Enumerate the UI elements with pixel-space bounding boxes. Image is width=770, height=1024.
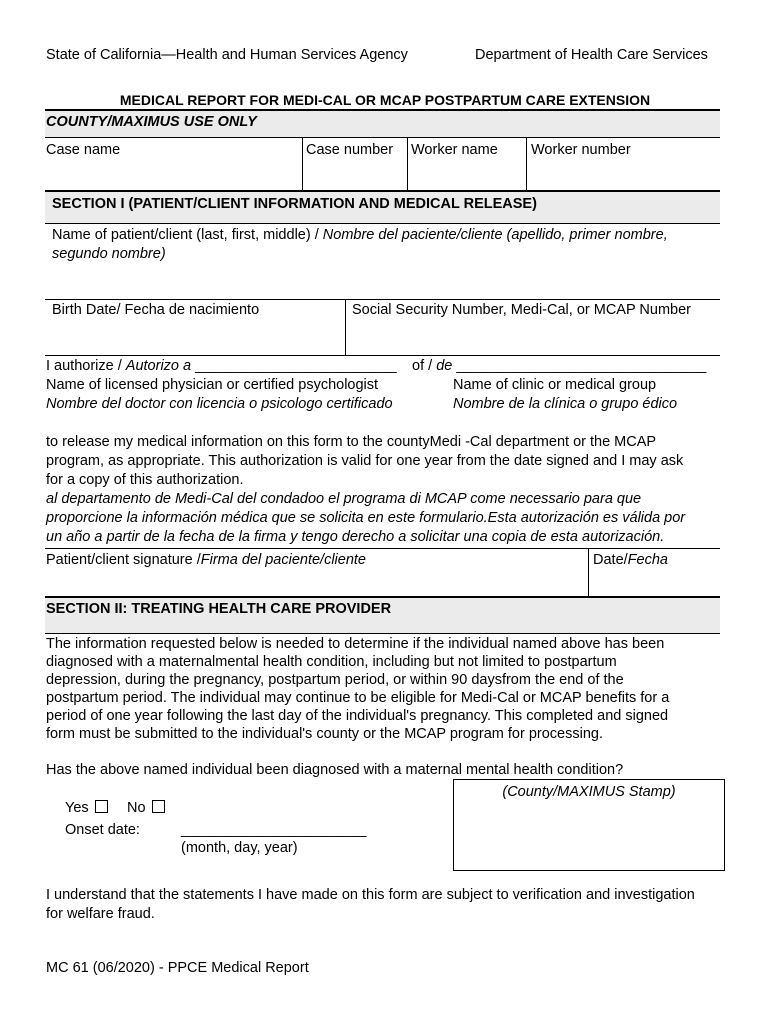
- clinic-label-es: Nombre de la clínica o grupo édico: [453, 396, 678, 412]
- divider: [45, 355, 720, 356]
- form-title: MEDICAL REPORT FOR MEDI-CAL OR MCAP POSTPARTUM CARE EXTENSION: [119, 92, 651, 108]
- divider: [588, 548, 589, 596]
- release-text-es: proporcione la información médica que se solicita en este formulario.Esta autorización es válida por: [46, 510, 686, 526]
- authorize-line: I authorize / Autorizo a _________________________: [46, 358, 397, 374]
- certification-text: I understand that the statements I have made on this form are subject to verification and investigation: [46, 887, 695, 903]
- section1-heading: SECTION I (PATIENT/CLIENT INFORMATION AND MEDICAL RELEASE): [52, 196, 537, 212]
- section2-info: form must be submitted to the individual's county or the MCAP program for processing.: [46, 726, 603, 742]
- onset-date-label: Onset date:: [65, 822, 140, 838]
- divider: [45, 223, 720, 224]
- yes-option[interactable]: Yes: [65, 800, 108, 816]
- department-header: Department of Health Care Services: [475, 47, 708, 63]
- county-use-label: COUNTY/MAXIMUS USE ONLY: [46, 114, 257, 130]
- release-text: to release my medical information on this form to the countyMedi -Cal department or the MCAP: [46, 434, 657, 450]
- clinic-label: Name of clinic or medical group: [453, 377, 657, 393]
- patient-name-label-cont: segundo nombre): [52, 246, 166, 262]
- form-id-footer: MC 61 (06/2020) - PPCE Medical Report: [46, 960, 309, 976]
- release-text-es: un año a partir de la fecha de la firma y tengo derecho a solicitar una copia de esta autorización.: [46, 529, 665, 545]
- physician-label-es: Nombre del doctor con licencia o psicologo certificado: [46, 396, 393, 412]
- physician-blank[interactable]: _________________________: [195, 358, 397, 374]
- release-text-es: al departamento de Medi-Cal del condadoo el programa di MCAP come necessario para que: [46, 491, 642, 507]
- divider: [302, 137, 303, 191]
- divider: [45, 633, 720, 634]
- release-text: program, as appropriate. This authorization is valid for one year from the date signed and I may ask: [46, 453, 684, 469]
- date-field[interactable]: Date/Fecha: [593, 552, 668, 568]
- no-checkbox[interactable]: [152, 800, 165, 813]
- worker-name-label: Worker name: [411, 142, 498, 158]
- patient-name-label: Name of patient/client (last, first, middle) / Nombre del paciente/cliente (apellido, primer nombre,: [52, 227, 668, 243]
- clinic-blank[interactable]: _______________________________: [456, 358, 707, 374]
- onset-date-field[interactable]: _______________________: [181, 822, 367, 838]
- divider: [45, 299, 720, 300]
- onset-date-hint: (month, day, year): [181, 840, 298, 856]
- diagnosis-question: Has the above named individual been diagnosed with a maternal mental health condition?: [46, 762, 624, 778]
- no-option[interactable]: No: [127, 800, 165, 816]
- physician-label: Name of licensed physician or certified psychologist: [46, 377, 379, 393]
- section2-info: The information requested below is needed to determine if the individual named above has been: [46, 636, 665, 652]
- section2-info: depression, during the pregnancy, postpartum period, or within 90 daysfrom the end of the: [46, 672, 624, 688]
- signature-field[interactable]: Patient/client signature /Firma del paciente/cliente: [46, 552, 366, 568]
- case-number-label: Case number: [306, 142, 394, 158]
- yes-checkbox[interactable]: [95, 800, 108, 813]
- certification-text: for welfare fraud.: [46, 906, 155, 922]
- divider: [45, 137, 720, 138]
- divider: [45, 109, 720, 111]
- section2-heading: SECTION II: TREATING HEALTH CARE PROVIDER: [46, 601, 392, 617]
- worker-number-label: Worker number: [531, 142, 631, 158]
- stamp-box: [453, 779, 725, 871]
- stamp-label: (County/MAXIMUS Stamp): [502, 784, 676, 800]
- ssn-label: Social Security Number, Medi-Cal, or MCAP Number: [352, 302, 691, 318]
- divider: [45, 596, 720, 598]
- divider: [407, 137, 408, 191]
- case-name-label: Case name: [46, 142, 121, 158]
- release-text: for a copy of this authorization.: [46, 472, 244, 488]
- divider: [45, 548, 720, 549]
- section2-info: diagnosed with a maternalmental health condition, including but not limited to postpartum: [46, 654, 617, 670]
- section2-info: period of one year following the last day of the individual's pregnancy. This completed and signed: [46, 708, 669, 724]
- section2-info: postpartum period. The individual may continue to be eligible for Medi-Cal or MCAP benefits for a: [46, 690, 670, 706]
- divider: [526, 137, 527, 191]
- of-line: of / de _______________________________: [412, 358, 707, 374]
- agency-header: State of California—Health and Human Services Agency: [46, 47, 408, 63]
- divider: [45, 190, 720, 192]
- birth-date-label: Birth Date/ Fecha de nacimiento: [52, 302, 260, 318]
- divider: [345, 299, 346, 355]
